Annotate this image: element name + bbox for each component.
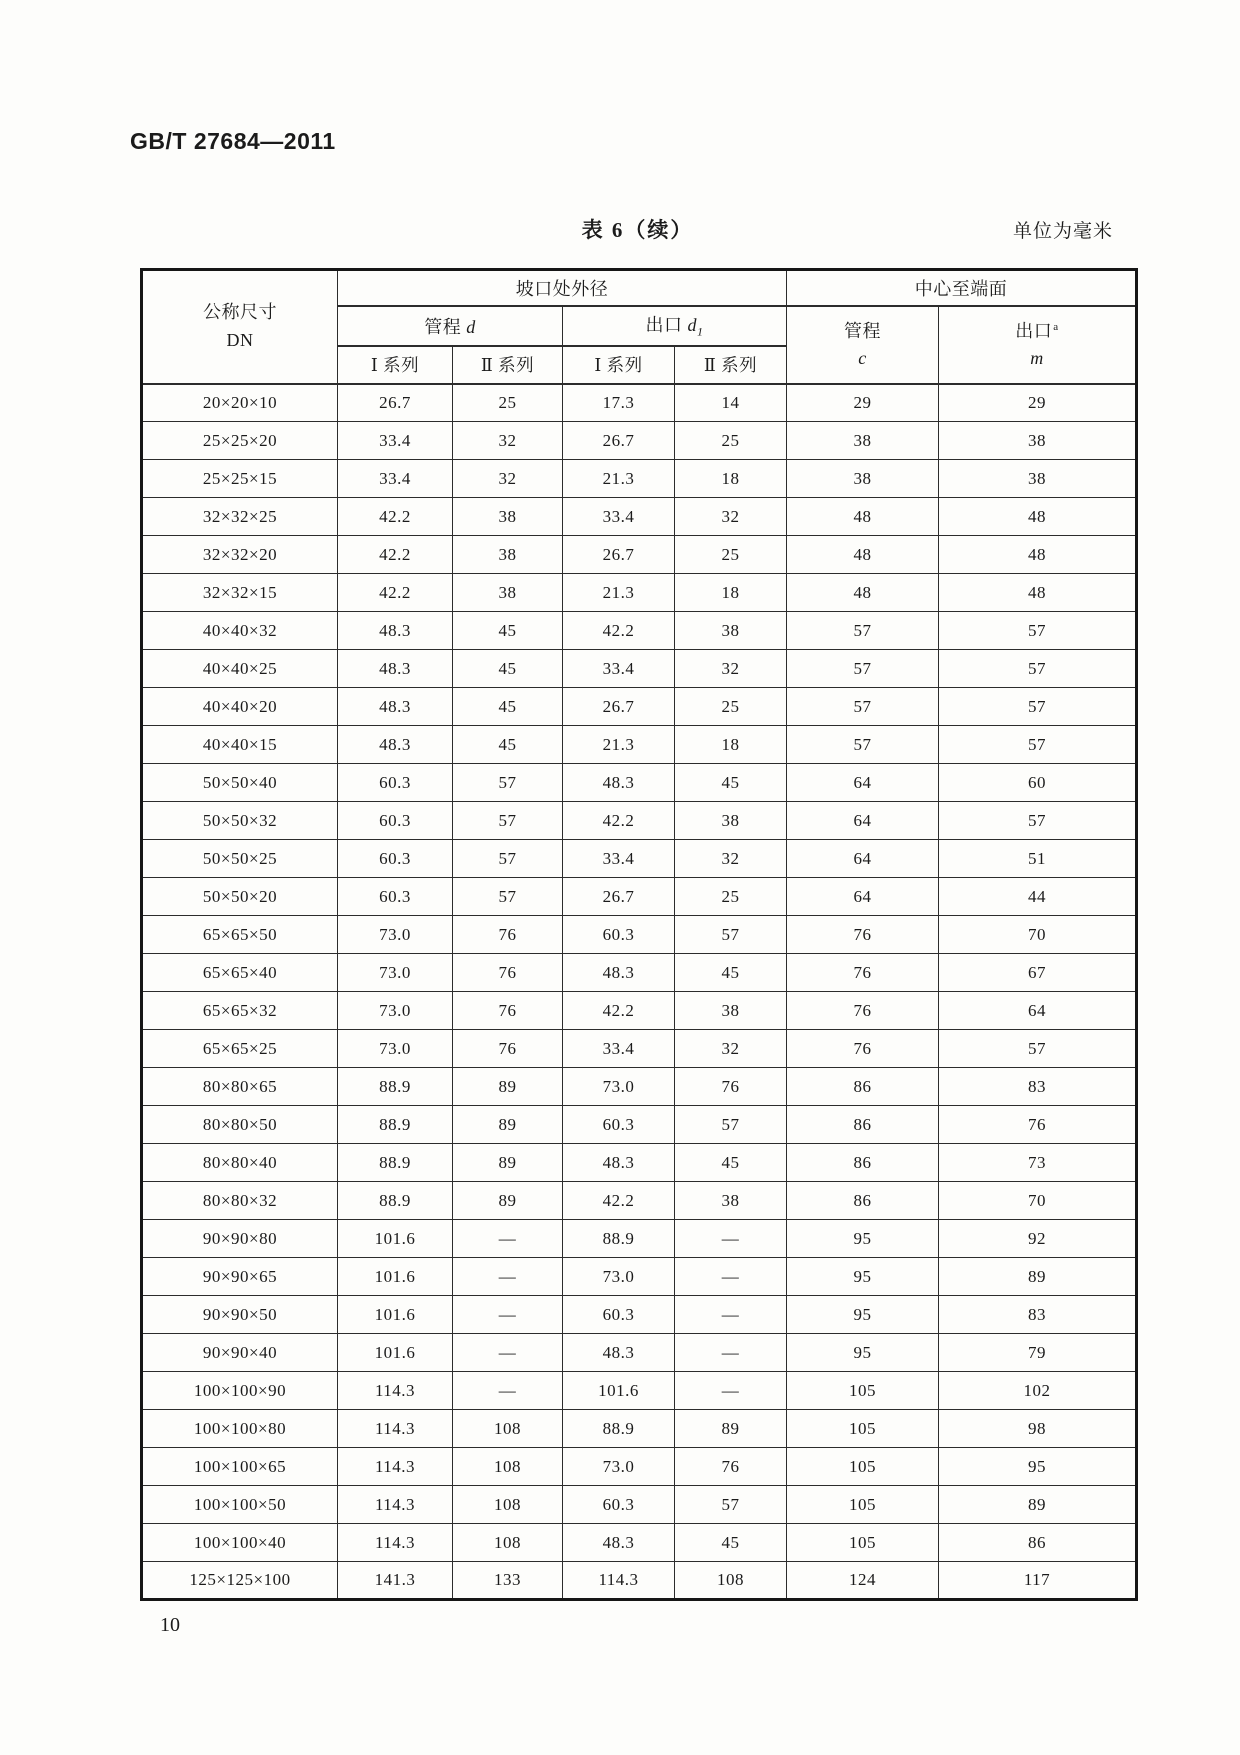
header-center-outlet — [939, 306, 1137, 384]
value-cell: 57 — [939, 1030, 1137, 1068]
dn-cell: 100×100×80 — [142, 1410, 338, 1448]
value-cell: 108 — [453, 1486, 563, 1524]
value-cell: 57 — [675, 916, 787, 954]
header-outlet-series-i: Ⅰ 系列 — [563, 346, 675, 384]
footnote-marker: a — [1053, 320, 1059, 333]
dimension-table — [140, 268, 1138, 1601]
value-cell: 88.9 — [563, 1410, 675, 1448]
value-cell: 88.9 — [338, 1182, 453, 1220]
value-cell: 60.3 — [338, 840, 453, 878]
dn-cell: 80×80×50 — [142, 1106, 338, 1144]
value-cell: 88.9 — [338, 1144, 453, 1182]
value-cell: 86 — [939, 1524, 1137, 1562]
value-cell: 105 — [787, 1372, 939, 1410]
value-cell: 57 — [787, 650, 939, 688]
table-row — [142, 1486, 1137, 1524]
value-cell: 114.3 — [338, 1486, 453, 1524]
dn-cell: 100×100×40 — [142, 1524, 338, 1562]
value-cell: 60.3 — [563, 1296, 675, 1334]
value-cell: 73.0 — [563, 1258, 675, 1296]
value-cell: 76 — [675, 1068, 787, 1106]
value-cell: — — [453, 1220, 563, 1258]
dn-cell: 90×90×50 — [142, 1296, 338, 1334]
value-cell: 76 — [675, 1448, 787, 1486]
value-cell: 45 — [453, 726, 563, 764]
value-cell: 92 — [939, 1220, 1137, 1258]
value-cell: 83 — [939, 1068, 1137, 1106]
value-cell: 42.2 — [563, 992, 675, 1030]
table-row — [142, 1448, 1137, 1486]
value-cell: 105 — [787, 1524, 939, 1562]
value-cell: 95 — [787, 1296, 939, 1334]
value-cell: 48.3 — [338, 612, 453, 650]
table-header — [142, 270, 1137, 384]
value-cell: 101.6 — [338, 1334, 453, 1372]
dn-cell: 125×125×100 — [142, 1562, 338, 1600]
value-cell: 48.3 — [338, 688, 453, 726]
dn-cell: 80×80×65 — [142, 1068, 338, 1106]
value-cell: 89 — [675, 1410, 787, 1448]
value-cell: 57 — [453, 764, 563, 802]
dn-cell: 100×100×90 — [142, 1372, 338, 1410]
value-cell: 57 — [939, 650, 1137, 688]
value-cell: 45 — [453, 650, 563, 688]
header-outlet-series-ii: Ⅱ 系列 — [675, 346, 787, 384]
value-cell: 26.7 — [563, 688, 675, 726]
value-cell: 38 — [787, 460, 939, 498]
value-cell: 88.9 — [563, 1220, 675, 1258]
header-center-run-label: 管程 — [844, 320, 881, 341]
value-cell: 101.6 — [563, 1372, 675, 1410]
value-cell: 48.3 — [563, 764, 675, 802]
value-cell: 38 — [453, 498, 563, 536]
value-cell: 73.0 — [338, 1030, 453, 1068]
value-cell: 45 — [675, 764, 787, 802]
header-center-to-end-group: 中心至端面 — [787, 270, 1137, 306]
header-run-label: 管程 — [424, 316, 462, 337]
standard-code: GB/T 27684—2011 — [130, 128, 336, 154]
value-cell: 45 — [453, 688, 563, 726]
value-cell: 38 — [675, 992, 787, 1030]
value-cell: 33.4 — [338, 422, 453, 460]
value-cell: 38 — [675, 802, 787, 840]
value-cell: — — [675, 1372, 787, 1410]
dn-cell: 20×20×10 — [142, 384, 338, 422]
table-row — [142, 1030, 1137, 1068]
table-row — [142, 726, 1137, 764]
value-cell: 44 — [939, 878, 1137, 916]
value-cell: — — [675, 1258, 787, 1296]
value-cell: 76 — [787, 954, 939, 992]
dn-cell: 25×25×20 — [142, 422, 338, 460]
value-cell: — — [453, 1372, 563, 1410]
value-cell: 38 — [939, 422, 1137, 460]
value-cell: 42.2 — [563, 1182, 675, 1220]
value-cell: — — [453, 1258, 563, 1296]
table-row — [142, 1410, 1137, 1448]
value-cell: 38 — [787, 422, 939, 460]
value-cell: 95 — [787, 1334, 939, 1372]
value-cell: 60.3 — [563, 916, 675, 954]
dn-cell: 50×50×20 — [142, 878, 338, 916]
value-cell: 29 — [939, 384, 1137, 422]
value-cell: 108 — [453, 1524, 563, 1562]
value-cell: 57 — [939, 688, 1137, 726]
value-cell: 108 — [453, 1448, 563, 1486]
header-outlet-d1 — [563, 306, 787, 346]
value-cell: 48.3 — [338, 650, 453, 688]
value-cell: 114.3 — [338, 1410, 453, 1448]
value-cell: 67 — [939, 954, 1137, 992]
value-cell: — — [675, 1334, 787, 1372]
table-row — [142, 384, 1137, 422]
value-cell: 86 — [787, 1068, 939, 1106]
table-row — [142, 460, 1137, 498]
table-row — [142, 650, 1137, 688]
value-cell: 70 — [939, 916, 1137, 954]
dn-cell: 40×40×25 — [142, 650, 338, 688]
value-cell: 57 — [939, 612, 1137, 650]
value-cell: 101.6 — [338, 1258, 453, 1296]
dn-cell: 65×65×40 — [142, 954, 338, 992]
value-cell: 38 — [675, 612, 787, 650]
header-center-run — [787, 306, 939, 384]
header-center-outlet-symbol: m — [1030, 347, 1044, 368]
table-row — [142, 992, 1137, 1030]
dn-cell: 90×90×40 — [142, 1334, 338, 1372]
value-cell: 45 — [675, 1524, 787, 1562]
value-cell: 26.7 — [563, 878, 675, 916]
value-cell: 57 — [453, 878, 563, 916]
value-cell: 60.3 — [563, 1486, 675, 1524]
value-cell: 105 — [787, 1448, 939, 1486]
value-cell: 48.3 — [563, 1524, 675, 1562]
value-cell: 95 — [939, 1448, 1137, 1486]
value-cell: 114.3 — [338, 1448, 453, 1486]
value-cell: 64 — [939, 992, 1137, 1030]
value-cell: — — [453, 1334, 563, 1372]
value-cell: 98 — [939, 1410, 1137, 1448]
value-cell: 25 — [675, 878, 787, 916]
value-cell: 26.7 — [338, 384, 453, 422]
table-row — [142, 916, 1137, 954]
header-bevel-od-group: 坡口处外径 — [338, 270, 787, 306]
value-cell: 48 — [939, 498, 1137, 536]
value-cell: 86 — [787, 1144, 939, 1182]
table-row — [142, 954, 1137, 992]
value-cell: 29 — [787, 384, 939, 422]
value-cell: 73.0 — [338, 916, 453, 954]
table-row — [142, 1524, 1137, 1562]
value-cell: 45 — [675, 954, 787, 992]
value-cell: 48 — [787, 574, 939, 612]
value-cell: 57 — [453, 802, 563, 840]
header-run-symbol: d — [466, 316, 476, 337]
value-cell: 33.4 — [563, 1030, 675, 1068]
value-cell: 42.2 — [338, 536, 453, 574]
table-row — [142, 1068, 1137, 1106]
value-cell: 76 — [453, 954, 563, 992]
table-title-row — [140, 214, 1135, 248]
value-cell: 117 — [939, 1562, 1137, 1600]
value-cell: 95 — [787, 1258, 939, 1296]
value-cell: 114.3 — [563, 1562, 675, 1600]
value-cell: 18 — [675, 726, 787, 764]
value-cell: 73.0 — [338, 992, 453, 1030]
value-cell: 86 — [787, 1182, 939, 1220]
table-row — [142, 1562, 1137, 1600]
header-outlet-symbol: d — [687, 315, 697, 336]
table-row — [142, 840, 1137, 878]
dn-cell: 32×32×15 — [142, 574, 338, 612]
value-cell: 60.3 — [338, 764, 453, 802]
value-cell: 86 — [787, 1106, 939, 1144]
value-cell: 101.6 — [338, 1296, 453, 1334]
value-cell: 57 — [787, 612, 939, 650]
value-cell: 102 — [939, 1372, 1137, 1410]
page-number: 10 — [160, 1614, 180, 1636]
value-cell: 48.3 — [338, 726, 453, 764]
value-cell: 64 — [787, 764, 939, 802]
value-cell: 114.3 — [338, 1524, 453, 1562]
table-row — [142, 1144, 1137, 1182]
value-cell: 25 — [675, 688, 787, 726]
value-cell: 108 — [675, 1562, 787, 1600]
value-cell: 26.7 — [563, 422, 675, 460]
value-cell: 76 — [453, 992, 563, 1030]
dn-cell: 65×65×32 — [142, 992, 338, 1030]
header-run-series-ii: Ⅱ 系列 — [453, 346, 563, 384]
dn-cell: 25×25×15 — [142, 460, 338, 498]
value-cell: 73.0 — [563, 1068, 675, 1106]
value-cell: 57 — [787, 688, 939, 726]
value-cell: 32 — [675, 498, 787, 536]
table-row — [142, 802, 1137, 840]
value-cell: 48 — [787, 536, 939, 574]
value-cell: 57 — [675, 1106, 787, 1144]
value-cell: 21.3 — [563, 726, 675, 764]
header-center-outlet-label — [941, 318, 1133, 345]
value-cell: 89 — [453, 1144, 563, 1182]
table-row — [142, 1372, 1137, 1410]
value-cell: 33.4 — [338, 460, 453, 498]
value-cell: 48 — [939, 536, 1137, 574]
value-cell: 124 — [787, 1562, 939, 1600]
value-cell: 32 — [675, 650, 787, 688]
value-cell: 25 — [675, 422, 787, 460]
value-cell: 89 — [453, 1182, 563, 1220]
value-cell: 95 — [787, 1220, 939, 1258]
value-cell: 57 — [939, 726, 1137, 764]
dn-cell: 90×90×65 — [142, 1258, 338, 1296]
value-cell: — — [675, 1220, 787, 1258]
table-row — [142, 536, 1137, 574]
unit-note: 单位为毫米 — [1012, 221, 1113, 242]
table-row — [142, 688, 1137, 726]
value-cell: 25 — [453, 384, 563, 422]
value-cell: 64 — [787, 878, 939, 916]
value-cell: 73.0 — [563, 1448, 675, 1486]
value-cell: 76 — [787, 1030, 939, 1068]
value-cell: 18 — [675, 574, 787, 612]
value-cell: 32 — [453, 460, 563, 498]
header-run-d — [338, 306, 563, 346]
dn-cell: 90×90×80 — [142, 1220, 338, 1258]
value-cell: — — [675, 1296, 787, 1334]
value-cell: 48 — [939, 574, 1137, 612]
header-nominal-size — [142, 270, 338, 384]
value-cell: 105 — [787, 1486, 939, 1524]
header-run-series-i: Ⅰ 系列 — [338, 346, 453, 384]
value-cell: 64 — [787, 840, 939, 878]
header-nominal-size-line2: DN — [226, 329, 254, 350]
header-outlet-label: 出口 — [645, 315, 683, 336]
value-cell: 38 — [453, 536, 563, 574]
dn-cell: 65×65×50 — [142, 916, 338, 954]
value-cell: 25 — [675, 536, 787, 574]
value-cell: 89 — [939, 1486, 1137, 1524]
table-row — [142, 1334, 1137, 1372]
value-cell: 133 — [453, 1562, 563, 1600]
dn-cell: 100×100×65 — [142, 1448, 338, 1486]
value-cell: 57 — [453, 840, 563, 878]
value-cell: — — [453, 1296, 563, 1334]
value-cell: 42.2 — [338, 498, 453, 536]
value-cell: 73.0 — [338, 954, 453, 992]
value-cell: 33.4 — [563, 840, 675, 878]
value-cell: 32 — [453, 422, 563, 460]
table-row — [142, 574, 1137, 612]
table-row — [142, 1220, 1137, 1258]
value-cell: 108 — [453, 1410, 563, 1448]
value-cell: 17.3 — [563, 384, 675, 422]
dn-cell: 40×40×20 — [142, 688, 338, 726]
value-cell: 105 — [787, 1410, 939, 1448]
dn-cell: 80×80×40 — [142, 1144, 338, 1182]
value-cell: 38 — [675, 1182, 787, 1220]
value-cell: 101.6 — [338, 1220, 453, 1258]
value-cell: 89 — [453, 1106, 563, 1144]
value-cell: 33.4 — [563, 650, 675, 688]
value-cell: 60.3 — [563, 1106, 675, 1144]
value-cell: 60 — [939, 764, 1137, 802]
value-cell: 76 — [453, 916, 563, 954]
table-row — [142, 1106, 1137, 1144]
value-cell: 76 — [787, 992, 939, 1030]
value-cell: 57 — [675, 1486, 787, 1524]
value-cell: 48 — [787, 498, 939, 536]
value-cell: 48.3 — [563, 954, 675, 992]
value-cell: 21.3 — [563, 460, 675, 498]
value-cell: 60.3 — [338, 802, 453, 840]
value-cell: 38 — [939, 460, 1137, 498]
table-row — [142, 422, 1137, 460]
value-cell: 114.3 — [338, 1372, 453, 1410]
dn-cell: 40×40×32 — [142, 612, 338, 650]
table-row — [142, 1296, 1137, 1334]
value-cell: 60.3 — [338, 878, 453, 916]
dn-cell: 65×65×25 — [142, 1030, 338, 1068]
value-cell: 141.3 — [338, 1562, 453, 1600]
value-cell: 57 — [787, 726, 939, 764]
value-cell: 45 — [453, 612, 563, 650]
header-outlet-symbol-sub: 1 — [697, 324, 704, 339]
header-center-outlet-text: 出口 — [1015, 320, 1053, 341]
value-cell: 14 — [675, 384, 787, 422]
table-body — [142, 384, 1137, 1600]
value-cell: 45 — [675, 1144, 787, 1182]
value-cell: 64 — [787, 802, 939, 840]
dn-cell: 80×80×32 — [142, 1182, 338, 1220]
value-cell: 73 — [939, 1144, 1137, 1182]
value-cell: 88.9 — [338, 1068, 453, 1106]
value-cell: 18 — [675, 460, 787, 498]
value-cell: 76 — [787, 916, 939, 954]
value-cell: 76 — [939, 1106, 1137, 1144]
value-cell: 33.4 — [563, 498, 675, 536]
header-center-run-symbol: c — [858, 347, 867, 368]
table-row — [142, 878, 1137, 916]
value-cell: 21.3 — [563, 574, 675, 612]
dn-cell: 32×32×20 — [142, 536, 338, 574]
value-cell: 32 — [675, 1030, 787, 1068]
value-cell: 79 — [939, 1334, 1137, 1372]
table-row — [142, 1258, 1137, 1296]
dn-cell: 50×50×25 — [142, 840, 338, 878]
value-cell: 51 — [939, 840, 1137, 878]
header-nominal-size-line1: 公称尺寸 — [203, 301, 277, 322]
value-cell: 83 — [939, 1296, 1137, 1334]
value-cell: 48.3 — [563, 1144, 675, 1182]
table-row — [142, 764, 1137, 802]
table-row — [142, 1182, 1137, 1220]
value-cell: 42.2 — [338, 574, 453, 612]
dn-cell: 50×50×40 — [142, 764, 338, 802]
value-cell: 42.2 — [563, 612, 675, 650]
table-row — [142, 612, 1137, 650]
value-cell: 26.7 — [563, 536, 675, 574]
dn-cell: 40×40×15 — [142, 726, 338, 764]
value-cell: 70 — [939, 1182, 1137, 1220]
table-row — [142, 498, 1137, 536]
value-cell: 76 — [453, 1030, 563, 1068]
value-cell: 89 — [939, 1258, 1137, 1296]
dn-cell: 32×32×25 — [142, 498, 338, 536]
value-cell: 88.9 — [338, 1106, 453, 1144]
value-cell: 32 — [675, 840, 787, 878]
dn-cell: 50×50×32 — [142, 802, 338, 840]
value-cell: 57 — [939, 802, 1137, 840]
dn-cell: 100×100×50 — [142, 1486, 338, 1524]
value-cell: 48.3 — [563, 1334, 675, 1372]
value-cell: 42.2 — [563, 802, 675, 840]
value-cell: 89 — [453, 1068, 563, 1106]
value-cell: 38 — [453, 574, 563, 612]
table-title: 表 6（续） — [581, 218, 694, 242]
